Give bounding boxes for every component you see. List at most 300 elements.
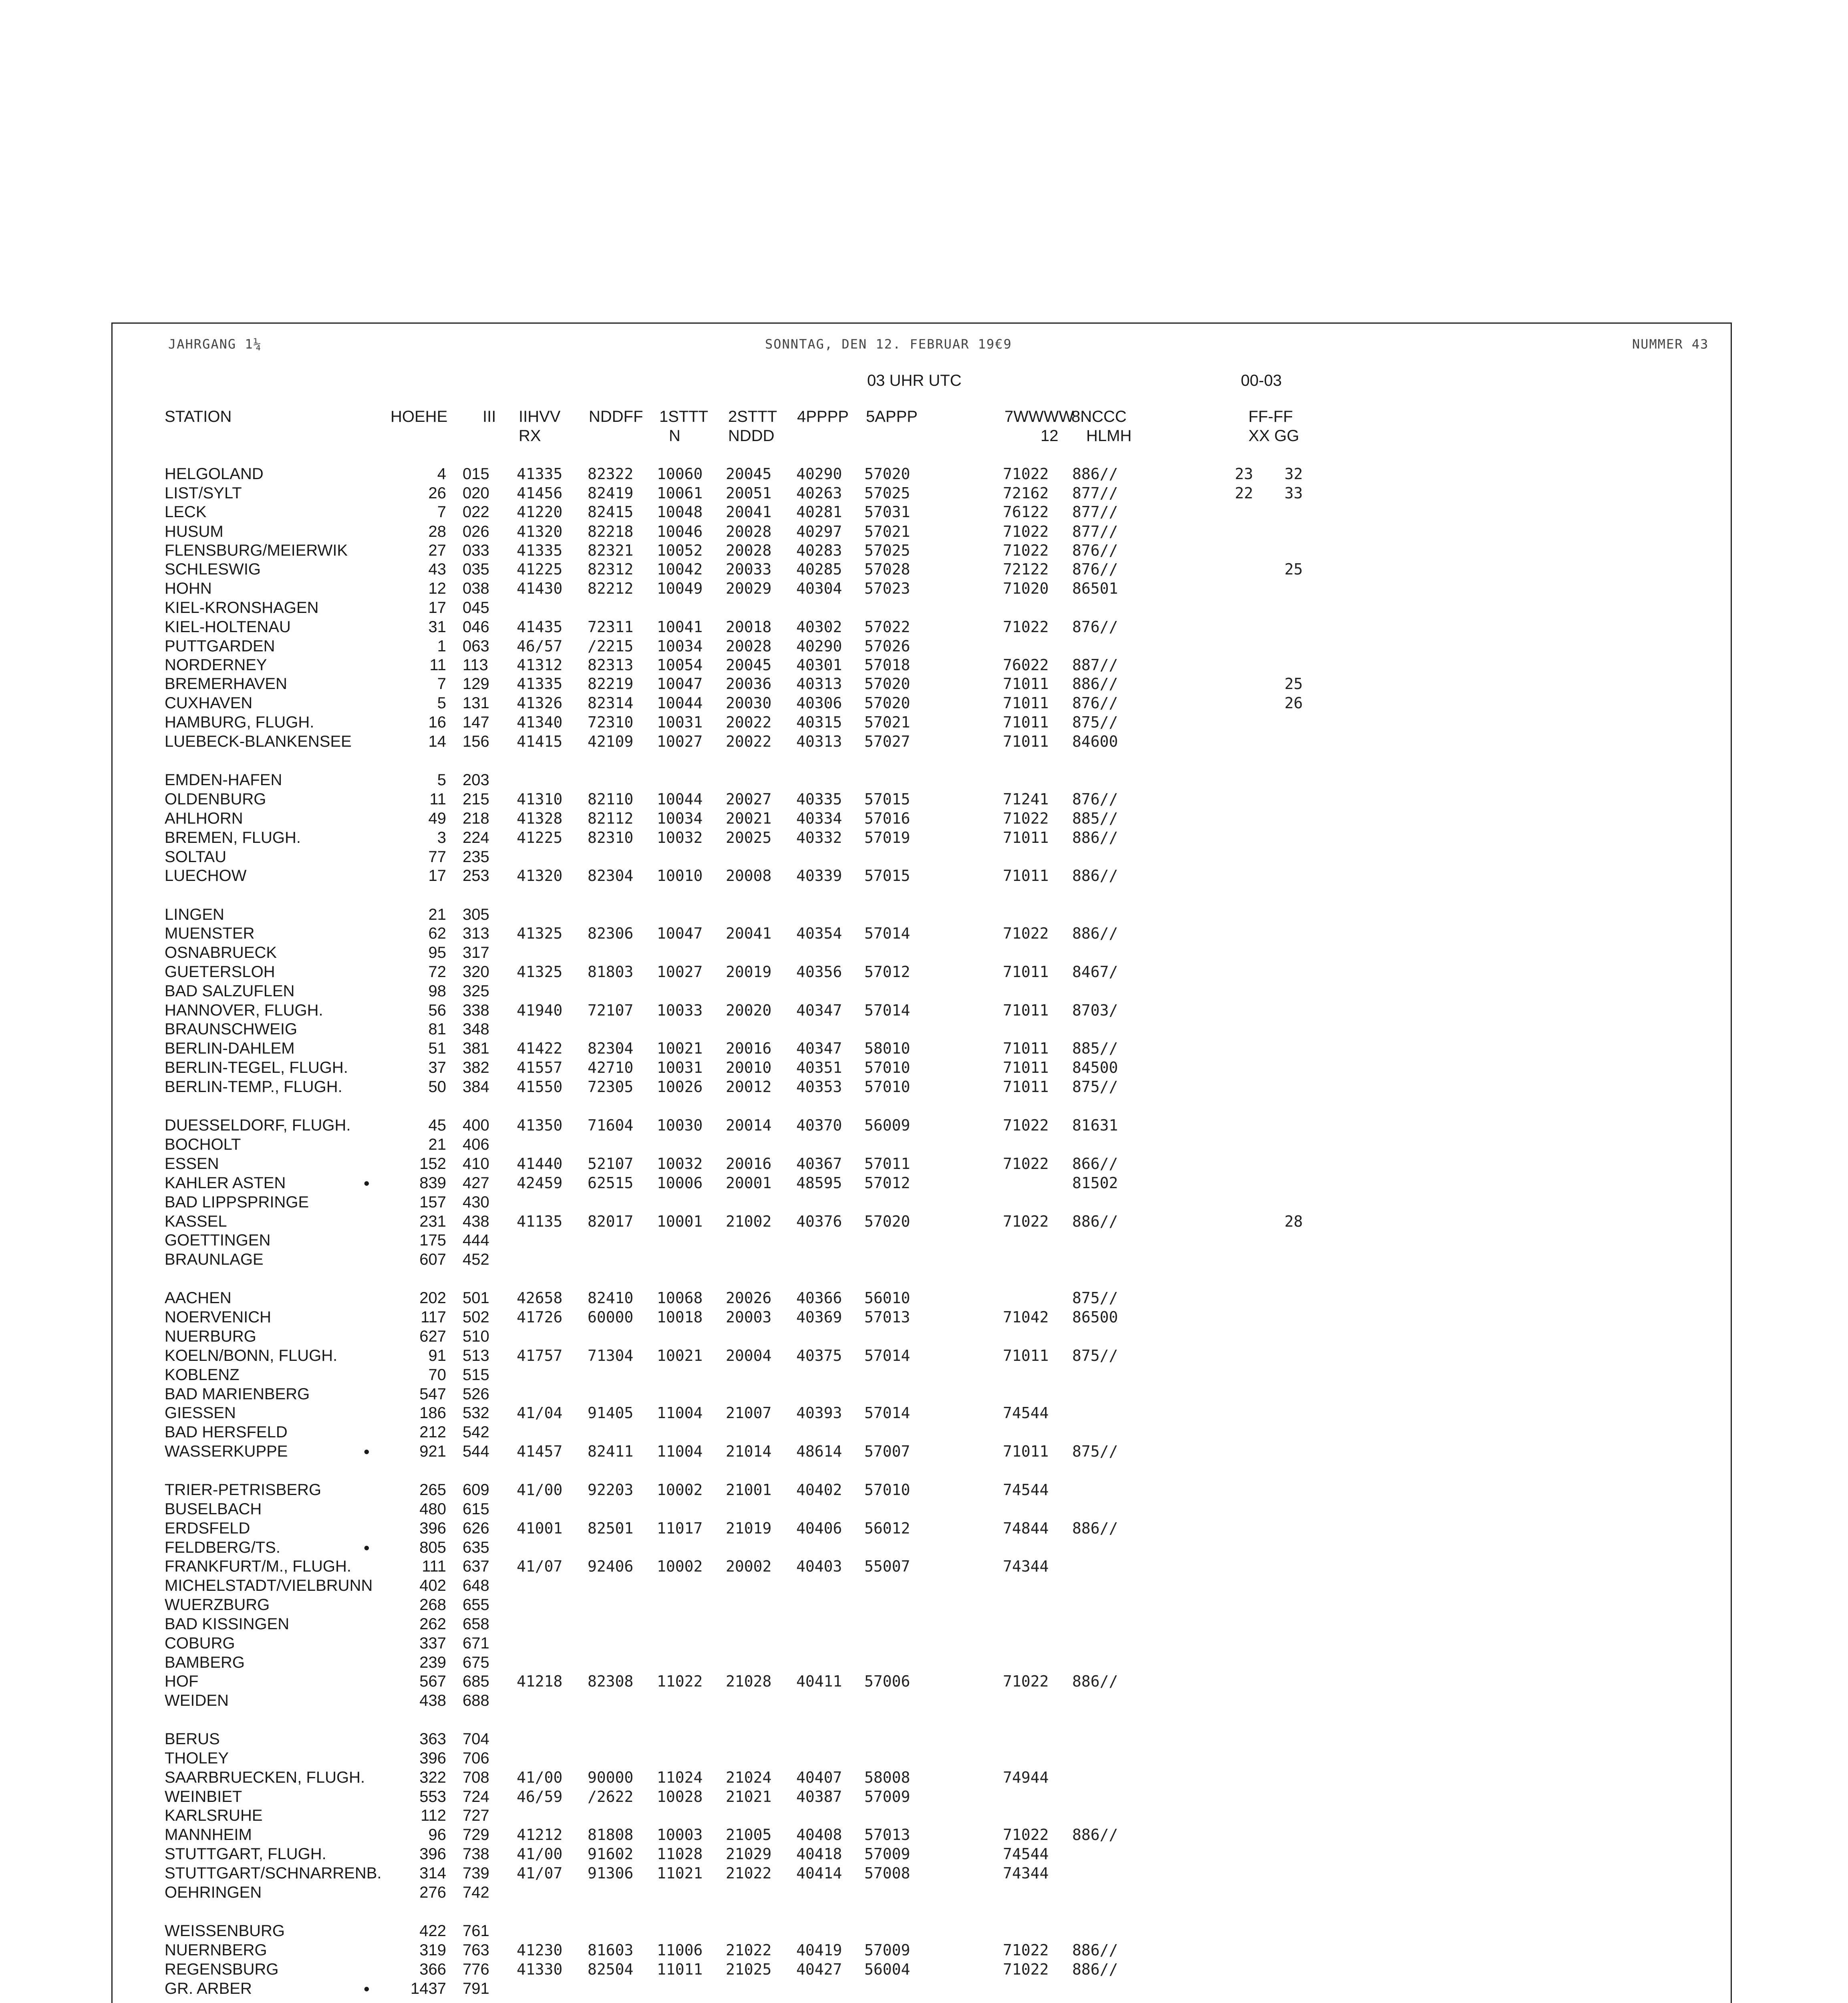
cell-hoehe: 231 — [419, 1213, 446, 1230]
col-iii: III — [483, 408, 496, 425]
cell-iii: 738 — [463, 1845, 489, 1863]
cell-g6: 56009 — [864, 1116, 910, 1134]
cell-station: BERLIN-TEMP., FLUGH. — [165, 1078, 342, 1096]
col-group2: NDDFF — [589, 408, 643, 425]
table-row — [0, 1039, 1848, 1058]
cell-g2: 81803 — [588, 963, 634, 981]
col-group4: 2STTT — [728, 408, 777, 425]
cell-hoehe: 186 — [419, 1404, 446, 1422]
cell-g1: 41456 — [517, 484, 563, 502]
cell-iii: 338 — [463, 1002, 489, 1019]
cell-station: PUTTGARDEN — [165, 637, 275, 655]
cell-g4: 20018 — [726, 618, 772, 636]
cell-iii: 438 — [463, 1213, 489, 1230]
cell-g6: 55007 — [864, 1558, 910, 1575]
cell-g3: 10042 — [657, 560, 703, 578]
cell-station: GUETERSLOH — [165, 963, 275, 981]
cell-hoehe: 7 — [437, 503, 446, 521]
cell-iii: 637 — [463, 1558, 489, 1575]
cell-g5: 40304 — [796, 580, 842, 597]
cell-g6: 57013 — [864, 1826, 910, 1844]
cell-g6: 57014 — [864, 1002, 910, 1019]
cell-g2: 81808 — [588, 1826, 634, 1844]
cell-g2: 82321 — [588, 542, 634, 559]
table-row — [0, 1308, 1848, 1327]
cell-g1: 41218 — [517, 1673, 563, 1690]
cell-g8: 866// — [1072, 1155, 1118, 1173]
cell-g4: 21024 — [726, 1769, 772, 1786]
cell-g6: 57020 — [864, 675, 910, 693]
cell-g7: 71022 — [1003, 1213, 1049, 1230]
cell-g4: 21022 — [726, 1864, 772, 1882]
cell-g7: 71022 — [1003, 618, 1049, 636]
cell-iii: 381 — [463, 1040, 489, 1057]
cell-hoehe: 21 — [428, 1136, 446, 1153]
cell-g5: 40285 — [796, 560, 842, 578]
cell-iii: 501 — [463, 1289, 489, 1307]
cell-g7: 71022 — [1003, 1826, 1049, 1844]
cell-g5: 40301 — [796, 656, 842, 674]
cell-iii: 063 — [463, 637, 489, 655]
cell-hoehe: 45 — [428, 1116, 446, 1134]
cell-g1: 41320 — [517, 523, 563, 540]
table-row — [0, 694, 1848, 713]
cell-hoehe: 91 — [428, 1347, 446, 1364]
cell-hoehe: 627 — [419, 1328, 446, 1345]
cell-g6: 57009 — [864, 1941, 910, 1959]
table-row — [0, 1787, 1848, 1806]
cell-g2: 60000 — [588, 1308, 634, 1326]
cell-g4: 20025 — [726, 829, 772, 846]
cell-g3: 10034 — [657, 810, 703, 827]
table-row — [0, 1979, 1848, 1998]
cell-iii: 038 — [463, 580, 489, 597]
cell-g7: 71022 — [1003, 465, 1049, 483]
cell-g1: 41326 — [517, 694, 563, 712]
cell-g8: 885// — [1072, 810, 1118, 827]
cell-g5: 40302 — [796, 618, 842, 636]
cell-g4: 21014 — [726, 1443, 772, 1460]
cell-g3: 10047 — [657, 675, 703, 693]
cell-hoehe: 77 — [428, 848, 446, 866]
cell-g2: 82312 — [588, 560, 634, 578]
cell-hoehe: 607 — [419, 1251, 446, 1268]
cell-hoehe: 7 — [437, 675, 446, 693]
col-station: STATION — [165, 408, 232, 425]
cell-iii: 742 — [463, 1884, 489, 1901]
cell-g5: 40427 — [796, 1961, 842, 1978]
cell-g2: 82310 — [588, 829, 634, 846]
col-group3-sub: N — [669, 427, 680, 445]
cell-g6: 57021 — [864, 713, 910, 731]
cell-station: KOBLENZ — [165, 1366, 240, 1384]
cell-g8: 877// — [1072, 503, 1118, 521]
cell-g4: 20010 — [726, 1059, 772, 1076]
cell-g7: 74544 — [1003, 1481, 1049, 1499]
cell-station: OSNABRUECK — [165, 944, 277, 961]
cell-g7: 71022 — [1003, 925, 1049, 942]
cell-g8: 84600 — [1072, 733, 1118, 750]
cell-station: NORDERNEY — [165, 656, 267, 674]
cell-g2: 72310 — [588, 713, 634, 731]
issue-number: NUMMER 43 — [1632, 337, 1709, 352]
cell-g5: 40290 — [796, 637, 842, 655]
cell-g4: 20020 — [726, 1002, 772, 1019]
cell-g7: 74544 — [1003, 1404, 1049, 1422]
cell-g8: 886// — [1072, 925, 1118, 942]
cell-iii: 113 — [463, 656, 488, 674]
cell-g8: 876// — [1072, 790, 1118, 808]
cell-station: BERUS — [165, 1730, 220, 1748]
cell-g5: 40402 — [796, 1481, 842, 1499]
cell-g7: 74344 — [1003, 1864, 1049, 1882]
table-row — [0, 732, 1848, 751]
cell-station: ESSEN — [165, 1155, 219, 1173]
cell-g3: 11021 — [657, 1864, 703, 1882]
cell-g5: 40281 — [796, 503, 842, 521]
cell-station: BRAUNLAGE — [165, 1251, 264, 1268]
table-row — [0, 1538, 1848, 1557]
cell-station: BRAUNSCHWEIG — [165, 1020, 298, 1038]
cell-hoehe: 839 — [419, 1174, 446, 1192]
cell-g3: 10054 — [657, 656, 703, 674]
cell-g5: 40375 — [796, 1347, 842, 1364]
table-row — [0, 1596, 1848, 1614]
cell-hoehe: 268 — [419, 1596, 446, 1614]
cell-g3: 10032 — [657, 1155, 703, 1173]
cell-hoehe: 396 — [419, 1519, 446, 1537]
cell-station: NOERVENICH — [165, 1308, 271, 1326]
table-row — [0, 713, 1848, 732]
cell-g1: 41/04 — [517, 1404, 563, 1422]
cell-g4: 21021 — [726, 1788, 772, 1806]
cell-g2: 72107 — [588, 1002, 634, 1019]
cell-g5: 40334 — [796, 810, 842, 827]
cell-g5: 40290 — [796, 465, 842, 483]
cell-g4: 20028 — [726, 523, 772, 540]
table-row — [0, 656, 1848, 675]
cell-hoehe: 553 — [419, 1788, 446, 1806]
cell-iii: 218 — [463, 810, 489, 827]
cell-g2: 71604 — [588, 1116, 634, 1134]
table-row — [0, 1135, 1848, 1154]
cell-g6: 56012 — [864, 1519, 910, 1537]
cell-hoehe: 567 — [419, 1673, 446, 1690]
cell-iii: 384 — [463, 1078, 489, 1096]
cell-g1: 41757 — [517, 1347, 563, 1364]
cell-station: BAD LIPPSPRINGE — [165, 1193, 309, 1211]
cell-g5: 40339 — [796, 867, 842, 885]
cell-hoehe: 314 — [419, 1864, 446, 1882]
cell-g2: 72311 — [588, 618, 634, 636]
col-group8-sub: HLMH — [1086, 427, 1132, 445]
cell-station: AACHEN — [165, 1289, 232, 1307]
cell-g6: 57022 — [864, 618, 910, 636]
cell-iii: 320 — [463, 963, 489, 981]
cell-g7: 72162 — [1003, 484, 1049, 502]
table-row — [0, 560, 1848, 579]
cell-iii: 688 — [463, 1692, 489, 1709]
cell-station: NUERBURG — [165, 1328, 256, 1345]
cell-g8: 886// — [1072, 1941, 1118, 1959]
cell-iii: 452 — [463, 1251, 489, 1268]
cell-station: BAMBERG — [165, 1654, 245, 1671]
cell-g2: 62515 — [588, 1174, 634, 1192]
cell-station: FLENSBURG/MEIERWIK — [165, 542, 348, 559]
table-row — [0, 1404, 1848, 1423]
table-row — [0, 1366, 1848, 1384]
cell-station: FELDBERG/TS. — [165, 1539, 280, 1556]
cell-station: GR. ARBER — [165, 1980, 252, 1997]
cell-g4: 20014 — [726, 1116, 772, 1134]
table-row — [0, 1001, 1848, 1020]
cell-g4: 21001 — [726, 1481, 772, 1499]
cell-g1: 41310 — [517, 790, 563, 808]
cell-g4: 21007 — [726, 1404, 772, 1422]
cell-station: CUXHAVEN — [165, 694, 253, 712]
table-row — [0, 1826, 1848, 1844]
cell-g7: 71011 — [1003, 733, 1049, 750]
cell-g1: 41330 — [517, 1961, 563, 1978]
table-row — [0, 828, 1848, 847]
table-row — [0, 943, 1848, 962]
col-group7: 7WWWW — [1005, 408, 1074, 425]
cell-g1: 41312 — [517, 656, 563, 674]
table-row — [0, 1960, 1848, 1979]
table-row — [0, 1020, 1848, 1039]
cell-station: BAD SALZUFLEN — [165, 982, 295, 1000]
cell-g8: 875// — [1072, 1289, 1118, 1307]
cell-g4: 20045 — [726, 656, 772, 674]
table-row — [0, 1864, 1848, 1883]
cell-g4: 21005 — [726, 1826, 772, 1844]
cell-g7: 74844 — [1003, 1519, 1049, 1537]
cell-station: MANNHEIM — [165, 1826, 252, 1844]
cell-g10: 25 — [1284, 560, 1303, 578]
cell-g3: 11006 — [657, 1941, 703, 1959]
cell-g1: 46/57 — [517, 637, 563, 655]
time-range-label: 00-03 — [1241, 372, 1282, 389]
cell-iii: 253 — [463, 867, 489, 885]
date-label: SONNTAG, DEN 12. FEBRUAR 19€9 — [765, 337, 1012, 352]
cell-g7: 71022 — [1003, 542, 1049, 559]
cell-g5: 40366 — [796, 1289, 842, 1307]
table-row — [0, 465, 1848, 484]
cell-g8: 875// — [1072, 1443, 1118, 1460]
cell-g5: 40407 — [796, 1769, 842, 1786]
cell-iii: 724 — [463, 1788, 489, 1806]
cell-g3: 10018 — [657, 1308, 703, 1326]
col-group9: FF-FF — [1248, 408, 1293, 425]
cell-iii: 704 — [463, 1730, 489, 1748]
cell-g8: 876// — [1072, 694, 1118, 712]
cell-g4: 20022 — [726, 733, 772, 750]
cell-g5: 48614 — [796, 1443, 842, 1460]
cell-g10: 28 — [1284, 1213, 1303, 1230]
cell-g7: 71022 — [1003, 1941, 1049, 1959]
cell-g2: 82419 — [588, 484, 634, 502]
cell-station: LECK — [165, 503, 207, 521]
cell-hoehe: 547 — [419, 1385, 446, 1403]
cell-hoehe: 921 — [419, 1443, 446, 1460]
cell-g5: 40332 — [796, 829, 842, 846]
cell-g2: 82314 — [588, 694, 634, 712]
cell-hoehe: 438 — [419, 1692, 446, 1709]
cell-g2: 82308 — [588, 1673, 634, 1690]
cell-iii: 708 — [463, 1769, 489, 1786]
cell-g4: 20045 — [726, 465, 772, 483]
cell-station: LUECHOW — [165, 867, 247, 885]
cell-g6: 57021 — [864, 523, 910, 540]
cell-g8: 877// — [1072, 484, 1118, 502]
cell-g2: 52107 — [588, 1155, 634, 1173]
cell-g1: 41340 — [517, 713, 563, 731]
cell-g3: 10030 — [657, 1116, 703, 1134]
table-row — [0, 1116, 1848, 1135]
cell-hoehe: 5 — [437, 771, 446, 789]
cell-g8: 887// — [1072, 656, 1118, 674]
cell-hoehe: 49 — [428, 810, 446, 827]
cell-hoehe: 72 — [428, 963, 446, 981]
cell-g1: 41335 — [517, 542, 563, 559]
cell-g2: 82304 — [588, 1040, 634, 1057]
cell-hoehe: 480 — [419, 1500, 446, 1518]
col-group8: 8NCCC — [1071, 408, 1127, 425]
table-row — [0, 963, 1848, 981]
cell-g7: 71011 — [1003, 1040, 1049, 1057]
cell-g4: 20030 — [726, 694, 772, 712]
cell-hoehe: 62 — [428, 925, 446, 942]
cell-iii: 626 — [463, 1519, 489, 1537]
cell-g1: 41230 — [517, 1941, 563, 1959]
cell-hoehe: 337 — [419, 1634, 446, 1652]
cell-iii: 406 — [463, 1136, 489, 1153]
cell-g8: 875// — [1072, 1078, 1118, 1096]
table-row — [0, 541, 1848, 560]
cell-g7: 71011 — [1003, 963, 1049, 981]
cell-station: REGENSBURG — [165, 1961, 279, 1978]
table-row — [0, 924, 1848, 943]
cell-station: TRIER-PETRISBERG — [165, 1481, 322, 1499]
cell-g2: 82304 — [588, 867, 634, 885]
cell-hoehe: 43 — [428, 560, 446, 578]
cell-g4: 21028 — [726, 1673, 772, 1690]
cell-iii: 671 — [463, 1634, 489, 1652]
cell-g6: 57027 — [864, 733, 910, 750]
cell-g8: 8703/ — [1072, 1002, 1118, 1019]
cell-g1: 46/59 — [517, 1788, 563, 1806]
cell-g2: 92203 — [588, 1481, 634, 1499]
cell-iii: 532 — [463, 1404, 489, 1422]
table-row — [0, 1231, 1848, 1250]
cell-g1: 41350 — [517, 1116, 563, 1134]
cell-g1: 41328 — [517, 810, 563, 827]
cell-station: EMDEN-HAFEN — [165, 771, 282, 789]
cell-g4: 20028 — [726, 542, 772, 559]
cell-g8: 876// — [1072, 560, 1118, 578]
cell-hoehe: 366 — [419, 1961, 446, 1978]
cell-g6: 57025 — [864, 484, 910, 502]
cell-station: BAD KISSINGEN — [165, 1615, 290, 1633]
cell-g8: 886// — [1072, 1826, 1118, 1844]
cell-hoehe: 12 — [428, 580, 446, 597]
cell-g6: 57009 — [864, 1788, 910, 1806]
cell-g5: 40411 — [796, 1673, 842, 1690]
cell-g8: 875// — [1072, 713, 1118, 731]
cell-g6: 57028 — [864, 560, 910, 578]
cell-g6: 57012 — [864, 1174, 910, 1192]
col-group1-sub: RX — [519, 427, 541, 445]
table-row — [0, 1672, 1848, 1691]
cell-iii: 410 — [463, 1155, 489, 1173]
cell-station: WEISSENBURG — [165, 1922, 285, 1940]
cell-g6: 57023 — [864, 580, 910, 597]
cell-g3: 10003 — [657, 1826, 703, 1844]
table-row — [0, 1941, 1848, 1960]
cell-g1: 42658 — [517, 1289, 563, 1307]
cell-iii: 317 — [463, 944, 489, 961]
cell-g3: 10034 — [657, 637, 703, 655]
cell-g6: 57026 — [864, 637, 910, 655]
table-row — [0, 1653, 1848, 1672]
cell-g7: 74944 — [1003, 1769, 1049, 1786]
cell-g6: 57010 — [864, 1078, 910, 1096]
cell-g1: 41225 — [517, 560, 563, 578]
cell-g5: 40393 — [796, 1404, 842, 1422]
cell-g7: 74544 — [1003, 1845, 1049, 1863]
cell-g6: 57013 — [864, 1308, 910, 1326]
cell-hoehe: 96 — [428, 1826, 446, 1844]
cell-g1: 41457 — [517, 1443, 563, 1460]
cell-hoehe: 322 — [419, 1769, 446, 1786]
cell-g3: 10032 — [657, 829, 703, 846]
cell-g3: 11028 — [657, 1845, 703, 1863]
cell-g7: 71020 — [1003, 580, 1049, 597]
cell-iii: 510 — [463, 1328, 489, 1345]
cell-g7: 71011 — [1003, 1002, 1049, 1019]
cell-g4: 20026 — [726, 1289, 772, 1307]
cell-g7: 71011 — [1003, 829, 1049, 846]
cell-station: HANNOVER, FLUGH. — [165, 1002, 323, 1019]
cell-g7: 71011 — [1003, 713, 1049, 731]
cell-g5: 40418 — [796, 1845, 842, 1863]
cell-g2: 82410 — [588, 1289, 634, 1307]
cell-g6: 57007 — [864, 1443, 910, 1460]
cell-g3: 10031 — [657, 713, 703, 731]
cell-g4: 20028 — [726, 637, 772, 655]
cell-g7: 71022 — [1003, 1673, 1049, 1690]
cell-iii: 515 — [463, 1366, 489, 1384]
table-row — [0, 1250, 1848, 1269]
cell-g1: 41335 — [517, 675, 563, 693]
cell-g2: 82306 — [588, 925, 634, 942]
cell-iii: 615 — [463, 1500, 489, 1518]
cell-g4: 21022 — [726, 1941, 772, 1959]
cell-g6: 57010 — [864, 1059, 910, 1076]
cell-iii: 026 — [463, 523, 489, 540]
cell-g6: 57012 — [864, 963, 910, 981]
cell-g5: 40354 — [796, 925, 842, 942]
table-row — [0, 1346, 1848, 1365]
cell-station: NUERNBERG — [165, 1941, 267, 1959]
cell-g1: 41135 — [517, 1213, 563, 1230]
cell-g8: 877// — [1072, 523, 1118, 540]
cell-g7: 71011 — [1003, 1347, 1049, 1364]
cell-g5: 48595 — [796, 1174, 842, 1192]
table-row — [0, 637, 1848, 656]
cell-g10: 32 — [1284, 465, 1303, 483]
cell-hoehe: 396 — [419, 1749, 446, 1767]
